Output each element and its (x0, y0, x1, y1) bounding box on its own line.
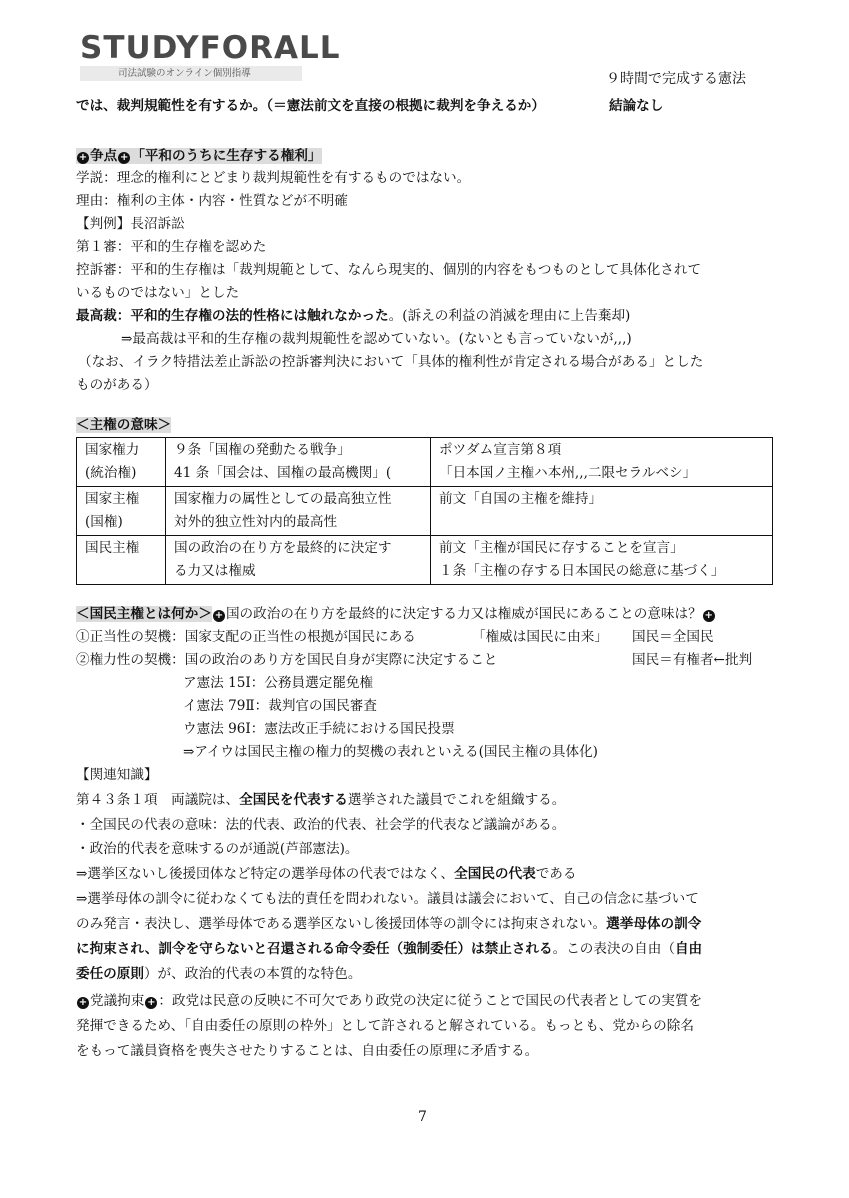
table-cell-line: 国家主権 (85, 491, 140, 507)
legitimacy-quote: 「権威は国民に由来」 (472, 629, 608, 645)
supreme-court-rest: 。(訴えの利益の消滅を理由に上告棄却) (388, 308, 631, 324)
circle-marker-icon: + (214, 610, 224, 621)
table-examples-cell (166, 536, 431, 585)
arrow-part: である (535, 866, 577, 882)
sovereignty-heading-text: ＜主権の意味＞ (76, 417, 172, 433)
text-line: 理由：権利の主体・内容・性質などが不明確 (76, 193, 348, 209)
party-discipline-line: 発揮できるため、「自由委任の原則の枠外」として許されると解されている。もっとも、党からの除名 (76, 1018, 694, 1034)
arrow-bold: 全国民の代表 (454, 866, 536, 882)
table-term-cell (77, 487, 166, 536)
sub-item: ウ憲法 96Ⅰ：憲法改正手続における国民投票 (183, 721, 455, 737)
text-line: 控訴審：平和的生存権は「裁判規範として、なんら現実的、個別的内容をもつものとして具体化されて (76, 262, 702, 278)
supreme-court-bold: 最高裁：平和的生存権の法的性格には触れなかった (76, 308, 389, 324)
table-cell-line: (統治権) (85, 465, 137, 481)
arrow-line (76, 863, 577, 885)
page-number: 7 (418, 1109, 427, 1125)
table-cell-line: 41 条「国会は、国権の最高機関」( (174, 465, 392, 481)
table-sources-cell (431, 438, 773, 487)
article43-part: 第４３条１項 両議院は、 (76, 792, 240, 808)
legitimacy-line (76, 626, 714, 648)
article43-part: 選挙された議員でこれを組織する。 (347, 792, 566, 808)
supreme-court-line (76, 305, 630, 327)
paragraph-part: のみ発言・表決し、選挙母体である選挙区ないし後援団体等の訓令には拘束されない。 (76, 916, 607, 932)
text-line: 【判例】長沼訴訟 (76, 216, 185, 232)
issue-label-highlight (76, 148, 322, 164)
table-sources-cell (431, 487, 773, 536)
intro-conclusion: 結論なし (609, 98, 664, 114)
circle-marker-icon: + (78, 997, 88, 1008)
document-title: ９時間で完成する憲法 (606, 71, 746, 87)
table-cell-line: 前文「主権が国民に存することを宣言」 (439, 540, 684, 556)
arrow-part: ⇒選挙区ないし後援団体など特定の選挙母体の代表ではなく、 (76, 866, 455, 882)
paragraph-bold: に拘束され、訓令を守らないと召還される命令委任（強制委任）は禁止される (76, 941, 553, 957)
table-cell-line: (国権) (85, 514, 123, 530)
table-cell-line: 国家権力 (85, 442, 140, 458)
table-cell-line: る力又は権威 (174, 563, 256, 579)
paragraph-bold: 自由 (674, 941, 703, 957)
table-cell-line: ポツダム宣言第８項 (439, 442, 562, 458)
studyforall-logo (80, 30, 341, 81)
sovereignty-table-row (77, 438, 773, 487)
table-term-cell (77, 536, 166, 585)
legitimacy-text: ①正当性の契機：国家支配の正当性の根拠が国民にある (76, 629, 416, 645)
logo-subtitle: 司法試験のオンライン個別指導 (80, 66, 302, 81)
note-line: ものがある） (76, 377, 158, 393)
sovereignty-table-row (77, 536, 773, 585)
sub-item: ⇒アイウは国民主権の権力的契機の表れといえる(国民主権の具体化) (183, 744, 598, 760)
table-examples-cell (166, 438, 431, 487)
sovereignty-table-row (77, 487, 773, 536)
table-cell-line: 国の政治の在り方を最終的に決定す (174, 540, 392, 556)
arrow-conclusion-line: ⇒最高裁は平和的生存権の裁判規範性を認めていない。(ないとも言っていないが,,,) (121, 331, 632, 347)
table-cell-line: 前文「自国の主権を維持」 (439, 491, 603, 507)
table-sources-cell (431, 536, 773, 585)
paragraph-part: ）が、政治的代表の本質的な特色。 (143, 966, 362, 982)
sovereignty-table (76, 437, 773, 585)
paragraph-line (76, 963, 361, 985)
sub-item: イ憲法 79Ⅱ：裁判官の国民審査 (183, 698, 377, 714)
circle-marker-icon: + (704, 610, 713, 621)
circle-marker-icon: + (78, 152, 88, 163)
related-knowledge-label: 【関連知識】 (76, 767, 158, 783)
paragraph-line (76, 938, 702, 960)
table-examples-cell (166, 487, 431, 536)
popular-sovereignty-heading: ＜国民主権とは何か＞ (76, 606, 212, 622)
article43-bold: 全国民を代表する (239, 792, 348, 808)
table-cell-line: ９条「国権の発動たる戦争」 (174, 442, 351, 458)
text-line: 学説：理念的権利にとどまり裁判規範性を有するものではない。 (76, 170, 471, 186)
note-line: （なお、イラク特措法差止訴訟の控訴審判決において「具体的権利性が肯定される場合がある」とした (78, 354, 704, 370)
paragraph-line: ⇒選挙母体の訓令に従わなくても法的責任を問われない。議員は議会において、自己の信念に基づいて (76, 891, 699, 907)
table-cell-line: １条「主権の存する日本国民の総意に基づく」 (439, 563, 725, 579)
paragraph-bold: 委任の原則 (76, 966, 144, 982)
power-line (76, 649, 753, 671)
paragraph-bold: 選挙母体の訓令 (606, 916, 702, 932)
intro-question: では、裁判規範性を有するか。（＝憲法前文を直接の根拠に裁判を争えるか） (76, 98, 545, 114)
article43-line (76, 789, 565, 811)
bullet-line: ・全国民の代表の意味：法的代表、政治的代表、社会学的代表など議論がある。 (76, 817, 566, 833)
table-cell-line: 対外的独立性対内的最高性 (174, 514, 338, 530)
text-line: いるものではない」とした (76, 285, 240, 301)
bullet-line: ・政治的代表を意味するのが通説(芦部憲法)。 (76, 841, 359, 857)
power-tag: 国民＝有権者←批判 (632, 652, 753, 668)
circle-marker-icon: + (119, 152, 129, 163)
table-cell-line: 「日本国ノ主権ハ本州,,,二限セラルベシ」 (439, 465, 697, 481)
table-term-cell (77, 438, 166, 487)
section1-heading (76, 145, 322, 167)
issue-label: 争点 (90, 148, 118, 164)
party-discipline-text: ：政党は民意の反映に不可欠であり政党の決定に従うことで国民の代表者としての実質を (158, 993, 703, 1009)
popular-sovereignty-question: 国の政治の在り方を最終的に決定する力又は権威が国民にあることの意味は？ (225, 606, 702, 622)
text-line: 第１審：平和的生存権を認めた (76, 239, 267, 255)
issue-heading: 「平和のうちに生存する権利」 (131, 148, 322, 164)
paragraph-line (76, 913, 701, 935)
table-cell-line: 国民主権 (85, 540, 140, 556)
intro-question-line (76, 95, 664, 117)
circle-marker-icon: + (147, 997, 156, 1008)
power-text: ②権力性の契機：国の政治のあり方を国民自身が実際に決定すること (76, 652, 498, 668)
legitimacy-tag: 国民＝全国民 (632, 629, 714, 645)
paragraph-part: 。この表決の自由（ (552, 941, 675, 957)
logo-text: STUDYFORALL (80, 30, 341, 66)
party-discipline-line: をもって議員資格を喪失させたりすることは、自由委任の原理に矛盾する。 (76, 1043, 539, 1059)
popular-sovereignty-heading-line (76, 603, 716, 625)
sovereignty-heading (76, 414, 171, 436)
table-cell-line: 国家権力の属性としての最高独立性 (174, 491, 392, 507)
party-discipline-label: 党議拘束 (90, 993, 145, 1009)
sub-item: ア憲法 15Ⅰ：公務員選定罷免権 (183, 675, 374, 691)
party-discipline-line (76, 990, 702, 1012)
